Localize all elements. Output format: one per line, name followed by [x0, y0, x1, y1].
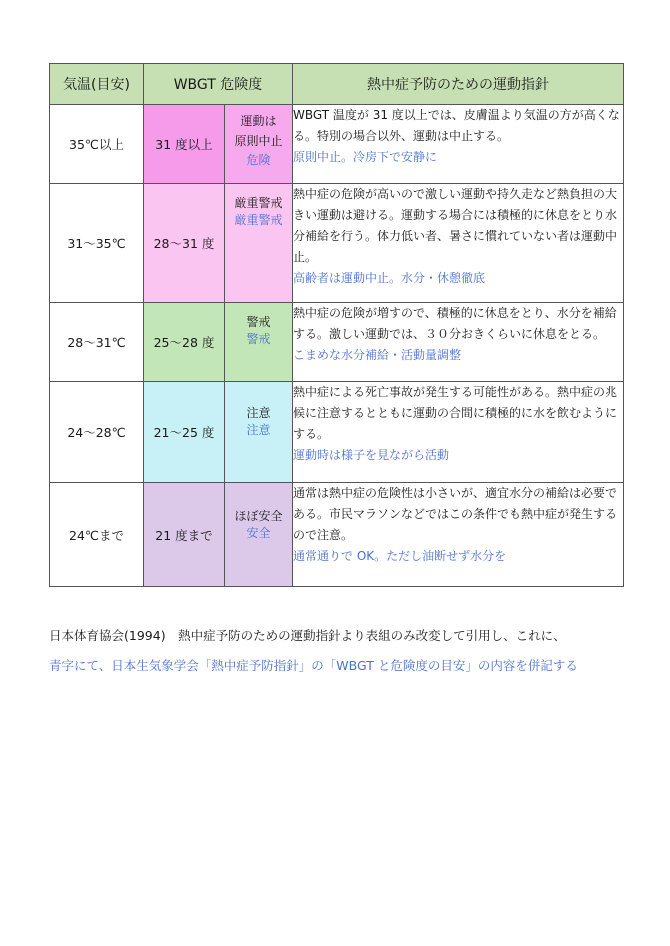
temp-cell: 24～28℃	[50, 382, 144, 483]
wbgt-cell: 28～31 度	[144, 184, 225, 303]
desc-cell	[293, 303, 624, 382]
addendum-note: 青字にて、日本生気象学会「熱中症予防指針」の「WBGT と危険度の目安」の内容を併記する	[49, 658, 578, 673]
temp-cell: 28～31℃	[50, 303, 144, 382]
table-row	[50, 382, 624, 483]
wbgt-cell: 21～25 度	[144, 382, 225, 483]
level-label: 警戒	[246, 315, 271, 329]
header-temp: 気温(目安)	[50, 64, 144, 105]
desc-text-blue: 高齢者は運動中止。水分・休憩徹底	[293, 271, 486, 285]
table-row	[50, 483, 624, 587]
level-cell	[225, 105, 293, 184]
table-row	[50, 303, 624, 382]
desc-text-blue: 運動時は様子を見ながら活動	[293, 448, 450, 462]
desc-text: WBGT 温度が 31 度以上では、皮膚温より気温の方が高くなる。特別の場合以外、運動は中止する。	[293, 108, 620, 143]
desc-text: 熱中症の危険が高いので激しい運動や持久走など熱負担の大きい運動は避ける。運動する場合には積極的に休息をとり水分補給を行う。体力低い者、暑さに慣れていない者は運動中止。	[293, 187, 618, 264]
level-cell	[225, 184, 293, 303]
level-label-blue: 安全	[246, 526, 271, 540]
level-cell	[225, 483, 293, 587]
level-label-blue: 警戒	[246, 332, 271, 346]
desc-cell	[293, 483, 624, 587]
desc-text: 熱中症による死亡事故が発生する可能性がある。熱中症の兆候に注意するとともに運動の合間に積極的に水を飲むようにする。	[293, 385, 618, 441]
wbgt-cell: 21 度まで	[144, 483, 225, 587]
level-label-blue: 危険	[246, 153, 271, 167]
desc-text-blue: こまめな水分補給・活動量調整	[293, 348, 462, 362]
temp-cell: 31～35℃	[50, 184, 144, 303]
temp-cell: 24℃まで	[50, 483, 144, 587]
wbgt-cell: 31 度以上	[144, 105, 225, 184]
level-label-blue: 注意	[246, 423, 271, 437]
heat-guideline-table	[49, 63, 624, 587]
desc-text-blue: 通常通りで OK。ただし油断せず水分を	[293, 549, 507, 563]
header-wbgt: WBGT 危険度	[144, 64, 293, 105]
level-label-blue: 厳重警戒	[234, 213, 283, 227]
level-label: ほぼ安全	[234, 509, 283, 523]
desc-text: 熱中症の危険が増すので、積極的に休息をとり、水分を補給する。激しい運動では、３０分おきくらいに休息をとる。	[293, 306, 617, 341]
desc-text-blue: 原則中止。冷房下で安静に	[293, 150, 438, 164]
level-label: 厳重警戒	[234, 196, 283, 210]
source-note: 日本体育協会(1994) 熱中症予防のための運動指針より表組のみ改変して引用し、これに、	[49, 628, 566, 643]
temp-cell: 35℃以上	[50, 105, 144, 184]
level-label: 注意	[246, 406, 271, 420]
desc-text: 通常は熱中症の危険性は小さいが、適宜水分の補給は必要である。市民マラソンなどではこの条件でも熱中症が発生するので注意。	[293, 486, 618, 542]
header-row	[50, 64, 624, 105]
table-row	[50, 105, 624, 184]
desc-cell	[293, 105, 624, 184]
level-cell	[225, 382, 293, 483]
level-label: 運動は 原則中止	[234, 114, 283, 148]
wbgt-cell: 25～28 度	[144, 303, 225, 382]
level-cell	[225, 303, 293, 382]
desc-cell	[293, 184, 624, 303]
table-row	[50, 184, 624, 303]
header-guide: 熱中症予防のための運動指針	[293, 64, 624, 105]
desc-cell	[293, 382, 624, 483]
